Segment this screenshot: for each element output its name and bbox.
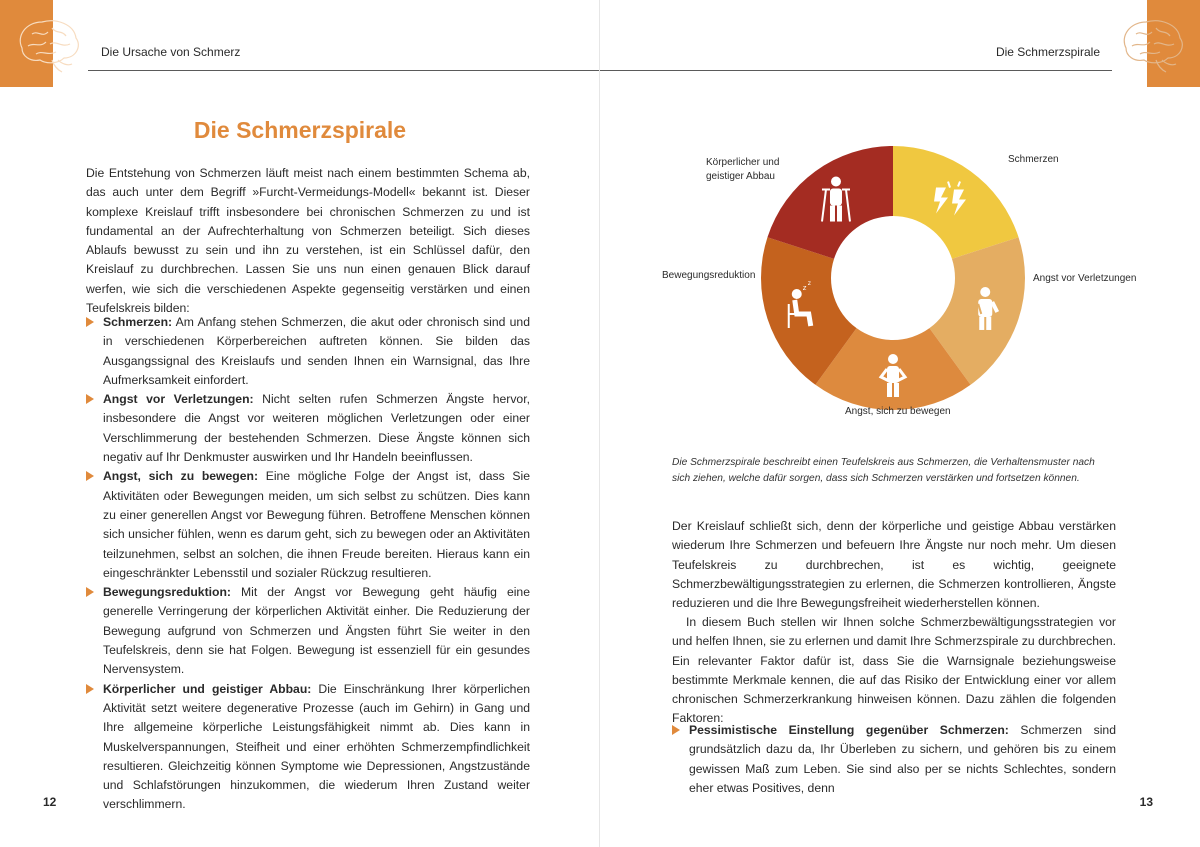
brain-icon xyxy=(12,14,84,76)
list-item-term: Schmerzen: xyxy=(103,315,173,329)
list-item xyxy=(86,680,530,815)
list-item-term: Pessimistische Einstellung gegenüber Schmerzen: xyxy=(689,723,1009,737)
list-item-term: Angst vor Verletzungen: xyxy=(103,392,254,407)
segment-label-line: geistiger Abbau xyxy=(706,171,775,182)
page-title: Die Schmerzspirale xyxy=(193,117,407,143)
figure-caption: Die Schmerzspirale beschreibt einen Teufelskreis aus Schmerzen, die Verhaltensmuster nach sich ziehen, welche dafür sorgen, dass sich Schmerzen verstärken und fortsetzen können. xyxy=(672,457,1095,484)
cycle-stage-list xyxy=(86,313,530,815)
list-item-term: Bewegungsreduktion: xyxy=(103,585,231,600)
list-item-text: Eine mögliche Folge der Angst ist, dass Sie Aktivitäten oder Bewegungen meiden, um sich selbst zu schützen. Dies kann zu einer generellen Angst vor Bewegung führen. Betroffene Menschen können sich unsicher fühlen, wenn es darum geht, sich zu bewegen oder an Aktivitäten teilzunehmen, selbst an solchen, die ihnen Freude bereiten. Hieraus kann ein eingeschränkter Lebensstil und sozialer Rückzug resultieren. xyxy=(103,469,530,580)
svg-text:z: z xyxy=(807,279,811,287)
header-rule xyxy=(600,70,1112,71)
risk-factor-list xyxy=(672,721,1116,798)
body-paragraph: Der Kreislauf schließt sich, denn der körperliche und geistige Abbau verstärken wiederum Ihre Schmerzen und befeuern Ihre Ängste nur noch mehr. Um diesen Teufelskreis zu durchbrechen, ist es wichtig, geeignete Schmerzbewältigungsstrategien zu erlernen, die Schmerzen kontrollieren, Ängste reduzieren und die Ihre Bewegungsfreiheit wiederherstellen können. xyxy=(672,519,1116,611)
segment-label-abbau xyxy=(706,156,779,184)
body-paragraph: In diesem Buch stellen wir Ihnen solche Schmerzbewältigungsstrategien vor und helfen Ihnen, sie zu erlernen und damit Ihre Schmerzspirale zu durchbrechen. Ein relevanter Faktor dafür ist, dass Sie die Warnsignale beziehungsweise bestimmte Merkmale kennen, die auf das Risiko der Entwicklung einer vor allem chronischen Schmerzerkrankung hinweisen können. Dazu zählen die folgenden Faktoren: xyxy=(672,615,1116,726)
segment-label-angst-bewegen: Angst, sich zu bewegen xyxy=(845,406,951,417)
pain-spiral-diagram xyxy=(758,143,1028,413)
list-item-text: Am Anfang stehen Schmerzen, die akut oder chronisch sind und in verschiedenen Körperbereichen auftreten können. Sie bilden das Ausgangssignal des Kreislaufs und senden Ihnen ein Warnsignal, das Ihre Aufmerksamkeit einfordert. xyxy=(103,315,530,387)
list-item xyxy=(86,467,530,583)
page-number: 12 xyxy=(43,795,57,809)
list-item-text: Schmerzen sind grundsätzlich dazu da, Ihr Überleben zu sichern, und gehören bis zu einem gewissen Maß zum Leben. Sie sind also per se nichts Schlechtes, sondern eher etwas Positives, denn xyxy=(689,723,1116,795)
segment-label-schmerzen: Schmerzen xyxy=(1008,154,1059,165)
svg-text:z: z xyxy=(802,283,807,292)
list-item-text: Nicht selten rufen Schmerzen Ängste hervor, insbesondere die Angst vor weiteren möglichen Verletzungen oder einer Verschlimmerung der bestehenden Schmerzen. Diese Ängste können sich negativ auf Ihr Denkmuster auswirken und Ihr Handeln beeinflussen. xyxy=(103,392,530,465)
list-item-term: Körperlicher und geistiger Abbau: xyxy=(103,681,312,696)
list-item xyxy=(86,313,530,390)
running-head: Die Schmerzspirale xyxy=(995,45,1100,59)
header-rule xyxy=(88,70,600,71)
brain-icon xyxy=(1116,14,1188,76)
list-item-text: Die Einschränkung Ihrer körperlichen Aktivität setzt weitere degenerative Prozesse (auch im Gehirn) in Gang und Ihre allgemeine körperliche Leistungsfähigkeit nimmt ab. Dies kann in Muskelverspannungen, Steifheit und einer erhöhten Schmerzempfindlichkeit resultieren. Gleichzeitig können Symptome wie Depressionen, Angstzustände und Schlafstörungen hinzukommen, die wiederum Ihren Zustand weiter verschlimmern. xyxy=(103,681,530,812)
running-head: Die Ursache von Schmerz xyxy=(101,45,241,59)
list-item xyxy=(672,721,1116,798)
intro-paragraph: Die Entstehung von Schmerzen läuft meist nach einem bestimmten Schema ab, das auch unter dem Begriff »Furcht-Vermeidungs-Modell« bekannt ist. Dieser komplexe Kreislauf trifft insbesondere bei chronischen Schmerzen zu und ist fundamental an der Aufrechterhaltung von Schmerzen beteiligt. Sich dieses Ablaufs bewusst zu sein und ihn zu verstehen, ist ein Schlüssel dafür, den Kreislauf zu durchbrechen. Lassen Sie uns nun einen genauen Blick darauf werfen, wie sich die verschiedenen Aspekte gegenseitig verstärken und einen Teufelskreis bilden: xyxy=(86,166,530,316)
segment-label-line: Körperlicher und xyxy=(706,157,780,168)
list-item xyxy=(86,583,530,679)
list-item-term: Angst, sich zu bewegen: xyxy=(103,469,259,484)
page-number: 13 xyxy=(1139,795,1153,809)
list-item xyxy=(86,390,530,467)
segment-label-angst-verletzungen: Angst vor Verletzungen xyxy=(1033,273,1137,284)
list-item-text: Mit der Angst vor Bewegung geht häufig eine generelle Verringerung der körperlichen Aktivität einher. Die Reduzierung der Bewegung aufgrund von Schmerzen und Ängsten führt Sie weiter in den Teufelskreis, denn sie hat Folgen. Bewegung ist essenziell für ein gesundes Nervensystem. xyxy=(103,585,530,677)
segment-label-bewegungsreduktion: Bewegungsreduktion xyxy=(662,270,756,281)
